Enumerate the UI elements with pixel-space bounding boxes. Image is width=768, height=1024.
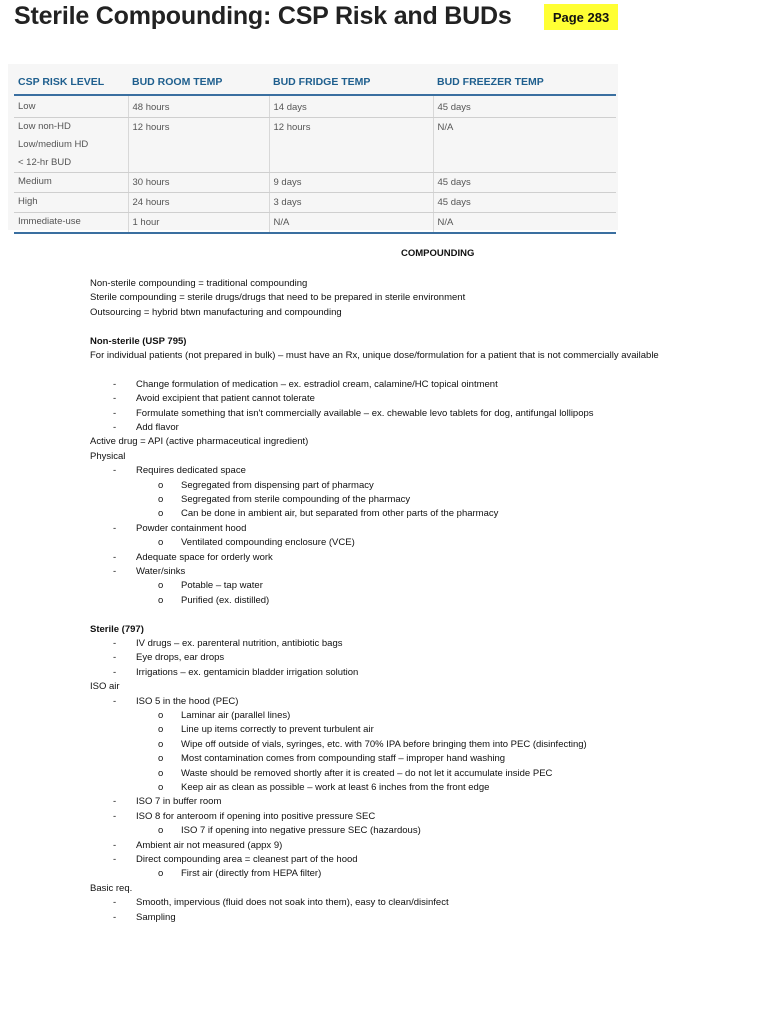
dash-marker: - <box>113 638 117 649</box>
dash-marker: - <box>113 522 117 534</box>
dash-item: Powder containment hood <box>136 522 247 534</box>
bud-table-header: BUD FREEZER TEMP <box>433 70 616 95</box>
bud-fridge-temp-cell: 12 hours <box>269 118 433 173</box>
bud-freezer-temp-cell: 45 days <box>433 95 616 118</box>
dash-marker: - <box>113 854 117 865</box>
dash-marker: - <box>113 796 117 808</box>
bud-table-header: CSP RISK LEVEL <box>14 70 128 95</box>
bullet-item: Waste should be removed shortly after it is created – do not let it accumulate inside PEC <box>181 767 553 779</box>
bullet-item: Most contamination comes from compounding staff – improper hand washing <box>181 753 506 765</box>
dash-item: Sampling <box>136 911 176 923</box>
risk-level-text: Low non-HD <box>18 121 71 132</box>
dash-item: Adequate space for orderly work <box>136 551 273 563</box>
risk-level-text: Low <box>18 101 36 112</box>
dash-item: Add flavor <box>136 422 179 433</box>
bullet-item: Ventilated compounding enclosure (VCE) <box>181 537 355 549</box>
dash-marker: - <box>113 422 117 433</box>
dash-item: Direct compounding area = cleanest part of the hood <box>136 854 358 865</box>
bullet-marker: o <box>158 508 164 520</box>
dash-item: Eye drops, ear drops <box>136 652 225 664</box>
dash-marker: - <box>113 465 117 477</box>
dash-marker: - <box>113 911 117 923</box>
note-line: Non-sterile compounding = traditional compounding <box>90 278 308 289</box>
section-subheading: Non-sterile (USP 795) <box>90 335 187 347</box>
section-subheading: Sterile (797) <box>90 623 144 635</box>
bullet-item: Potable – tap water <box>181 580 263 592</box>
dash-item: Formulate something that isn't commercially available – ex. chewable levo tablets for dog, antifungal lollipops <box>136 407 594 419</box>
bullet-marker: o <box>158 494 164 505</box>
note-line: Outsourcing = hybrid btwn manufacturing and compounding <box>90 306 342 318</box>
bullet-item: Wipe off outside of vials, syringes, etc. with 70% IPA before bringing them into PEC (disinfecting) <box>181 738 587 750</box>
bud-room-temp-cell: 30 hours <box>128 173 269 193</box>
dash-marker: - <box>113 652 117 664</box>
risk-level-text: Low/medium HD <box>18 139 89 150</box>
bullet-item: Segregated from sterile compounding of the pharmacy <box>181 494 411 505</box>
dash-item: ISO 8 for anteroom if opening into positive pressure SEC <box>136 810 376 822</box>
bullet-item: Purified (ex. distilled) <box>181 594 270 606</box>
dash-item: ISO 7 in buffer room <box>136 796 222 808</box>
dash-item: Avoid excipient that patient cannot tolerate <box>136 393 315 405</box>
dash-item: IV drugs – ex. parenteral nutrition, antibiotic bags <box>136 638 343 649</box>
bullet-item: First air (directly from HEPA filter) <box>181 868 322 880</box>
dash-item: Requires dedicated space <box>136 465 246 477</box>
dash-marker: - <box>113 839 117 851</box>
bullet-marker: o <box>158 580 164 592</box>
bud-room-temp-cell: 24 hours <box>128 193 269 213</box>
bullet-item: Laminar air (parallel lines) <box>181 710 291 721</box>
dash-item: Smooth, impervious (fluid does not soak into them), easy to clean/disinfect <box>136 897 449 909</box>
bud-fridge-temp-cell: N/A <box>269 213 433 234</box>
dash-marker: - <box>113 666 117 678</box>
bullet-marker: o <box>158 825 164 837</box>
bullet-marker: o <box>158 868 164 880</box>
section-heading: COMPOUNDING <box>401 248 475 259</box>
bud-fridge-temp-cell: 9 days <box>269 173 433 193</box>
dash-item: Water/sinks <box>136 566 186 577</box>
dash-marker: - <box>113 378 117 390</box>
dash-item: Change formulation of medication – ex. estradiol cream, calamine/HC topical ointment <box>136 378 498 390</box>
note-line: Sterile compounding = sterile drugs/drugs that need to be prepared in sterile environment <box>90 292 466 304</box>
dash-item: Ambient air not measured (appx 9) <box>136 839 283 851</box>
dash-marker: - <box>113 393 117 405</box>
bullet-item: ISO 7 if opening into negative pressure SEC (hazardous) <box>181 825 421 837</box>
dash-item: Irrigations – ex. gentamicin bladder irrigation solution <box>136 666 359 678</box>
dash-marker: - <box>113 810 117 822</box>
bud-freezer-temp-cell: 45 days <box>433 193 616 213</box>
dash-marker: - <box>113 551 117 563</box>
bullet-item: Can be done in ambient air, but separated from other parts of the pharmacy <box>181 508 499 520</box>
dash-marker: - <box>113 695 117 707</box>
note-line: Active drug = API (active pharmaceutical ingredient) <box>90 436 309 448</box>
page-number-badge: Page 283 <box>544 4 618 30</box>
bud-table-header: BUD FRIDGE TEMP <box>269 70 433 95</box>
bud-fridge-temp-cell: 14 days <box>269 95 433 118</box>
note-line: For individual patients (not prepared in bulk) – must have an Rx, unique dose/formulation for a patient that is not commercially available <box>90 350 659 361</box>
bud-room-temp-cell: 48 hours <box>128 95 269 118</box>
bullet-marker: o <box>158 753 164 765</box>
dash-marker: - <box>113 407 117 419</box>
bullet-marker: o <box>158 594 164 606</box>
risk-level-text: Medium <box>18 176 52 187</box>
note-line: Basic req. <box>90 882 133 894</box>
bud-freezer-temp-cell: N/A <box>433 213 616 234</box>
bud-freezer-temp-cell: N/A <box>433 118 616 173</box>
bud-freezer-temp-cell: 45 days <box>433 173 616 193</box>
dash-item: ISO 5 in the hood (PEC) <box>136 695 239 707</box>
bud-table-header: BUD ROOM TEMP <box>128 70 269 95</box>
bud-room-temp-cell: 12 hours <box>128 118 269 173</box>
bullet-marker: o <box>158 537 164 549</box>
bullet-marker: o <box>158 767 164 779</box>
risk-level-text: High <box>18 196 38 207</box>
bud-room-temp-cell: 1 hour <box>128 213 269 234</box>
bullet-marker: o <box>158 479 164 491</box>
bullet-item: Segregated from dispensing part of pharmacy <box>181 479 374 491</box>
bullet-marker: o <box>158 710 164 721</box>
bullet-item: Keep air as clean as possible – work at least 6 inches from the front edge <box>181 782 490 793</box>
dash-marker: - <box>113 566 117 577</box>
note-line: ISO air <box>90 681 120 693</box>
note-line: Physical <box>90 450 126 462</box>
bud-fridge-temp-cell: 3 days <box>269 193 433 213</box>
page-title: Sterile Compounding: CSP Risk and BUDs <box>14 2 512 30</box>
bullet-marker: o <box>158 724 164 736</box>
bullet-item: Line up items correctly to prevent turbulent air <box>181 724 374 736</box>
risk-level-text: Immediate-use <box>18 216 81 227</box>
bullet-marker: o <box>158 738 164 750</box>
risk-level-text: < 12-hr BUD <box>18 157 72 168</box>
bullet-marker: o <box>158 782 164 793</box>
dash-marker: - <box>113 897 117 909</box>
